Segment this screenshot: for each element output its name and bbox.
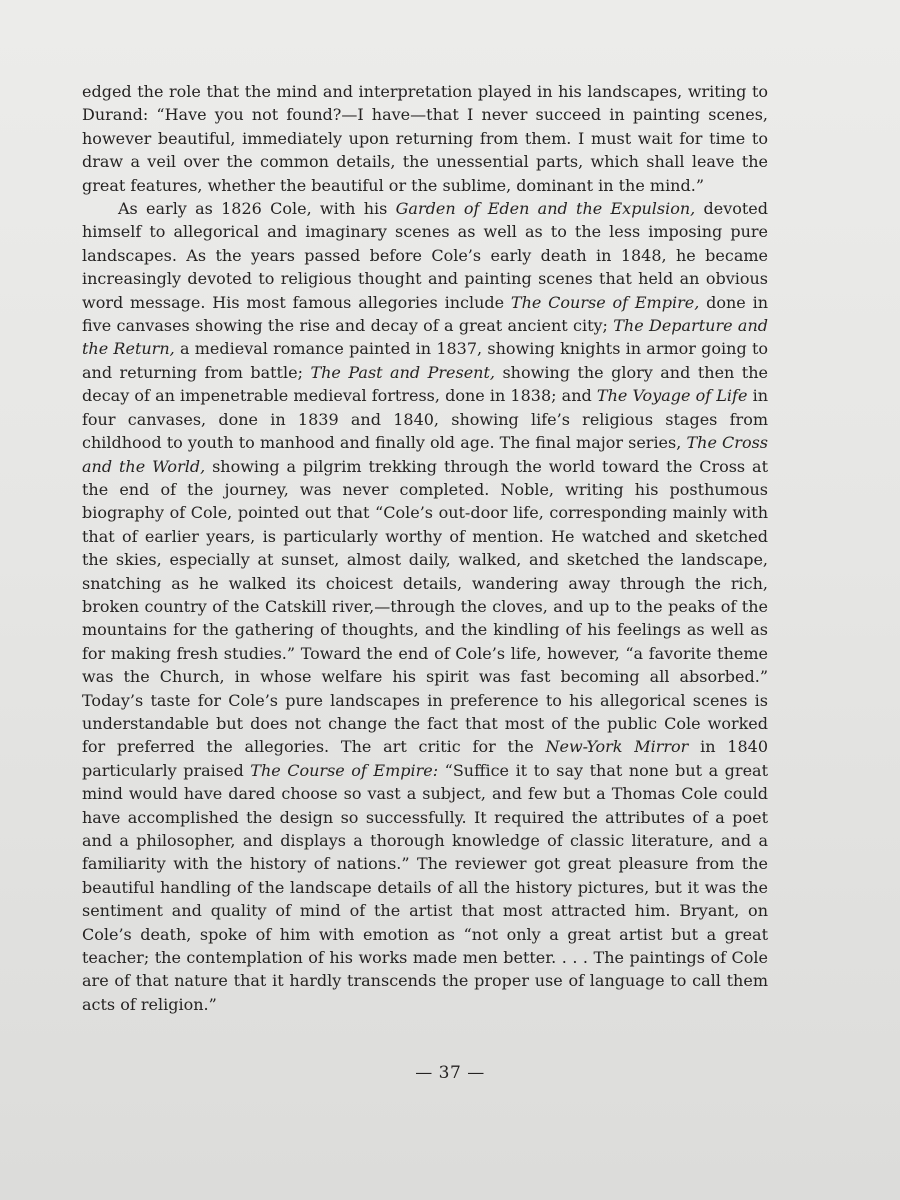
text-run: in four canvases, done in 1839 and 1840, showing life’s religious stages from childhood to youth to manhood and finally old age. The final major series, — [82, 386, 768, 453]
italic-title: New-York Mirror — [545, 737, 689, 757]
body-text — [82, 80, 768, 1016]
italic-title: Garden of Eden and the Expulsion, — [395, 199, 696, 219]
text-run: in 1840 particularly praised — [82, 737, 769, 780]
text-run: done in five canvases showing the rise and decay of a great ancient city; — [82, 292, 768, 336]
italic-title: The Course of Empire: — [250, 760, 439, 780]
italic-title: The Departure and the Return, — [82, 316, 768, 359]
text-run: “Suffice it to say that none but a great mind would have dared choose so vast a subject, and few but a Thomas Cole could have accomplished the design so successfully. It required the attributes of a poet and a philosopher, and displays a thorough knowledge of classic literature, and a familiarity with the history of nations.” The reviewer got great pleasure from the beautiful handling of the landscape details of all the history pictures, but it was the sentiment and quality of mind of the artist that most attracted him. Bryant, on Cole’s death, spoke of him with emotion as “not only a great artist but a great teacher; the contemplation of his works made men better. . . . The paintings of Cole are of that nature that it hardly transcends the proper use of language to call them acts of religion.” — [82, 760, 769, 1014]
text-run: As early as 1826 Cole, with his — [118, 199, 396, 219]
text-run: devoted himself to allegorical and imaginary scenes as well as to the less imposing pure landscapes. As the years passed before Cole’s early death in 1848, he became increasingly devoted to religious thought and painting scenes that held an obvious word message. His most famous allegories include — [82, 199, 769, 312]
italic-title: The Past and Present, — [310, 362, 495, 382]
italic-title: The Course of Empire, — [510, 292, 700, 312]
text-run: a medieval romance painted in 1837, showing knights in armor going to and returning from battle; — [82, 339, 769, 382]
paragraph-2 — [82, 197, 768, 1016]
paragraph-1 — [82, 80, 768, 197]
text-run: showing a pilgrim trekking through the world toward the Cross at the end of the journey, was never completed. Noble, writing his posthumous biography of Cole, pointed out that “Cole’s out-door life, corresponding mainly with that of earlier years, is particularly worthy of mention. He watched and sketched the skies, especially at sunset, almost daily, walked, and sketched the landscape, snatching as he walked its choicest details, wandering away through the rich, broken country of the Catskill river,—through the cloves, and up to the peaks of the mountains for the gathering of thoughts, and the kindling of his feelings as well as for making fresh studies.” Toward the end of Cole’s life, however, “a favorite theme was the Church, in whose welfare his spirit was fast becoming all absorbed.” Today’s taste for Cole’s pure landscapes in preference to his allegorical scenes is understandable but does not change the fact that most of the public Cole worked for preferred the allegories. The art critic for the — [82, 456, 769, 757]
text-run: showing the glory and then the decay of an impenetrable medieval fortress, done in 1838; and — [82, 362, 769, 406]
italic-title: The Voyage of Life — [596, 386, 748, 406]
italic-title: The Cross and the World, — [82, 433, 768, 476]
page-number: — 37 — — [415, 1063, 485, 1083]
text-run: edged the role that the mind and interpretation played in his landscapes, writing to Durand: “Have you not found?—I have—that I never succeed in painting scenes, however beautiful, immediately upon returning from them. I must wait for time to draw a veil over the common details, the unessential parts, which shall leave the great features, whether the beautiful or the sublime, dominant in the mind.” — [82, 82, 768, 195]
